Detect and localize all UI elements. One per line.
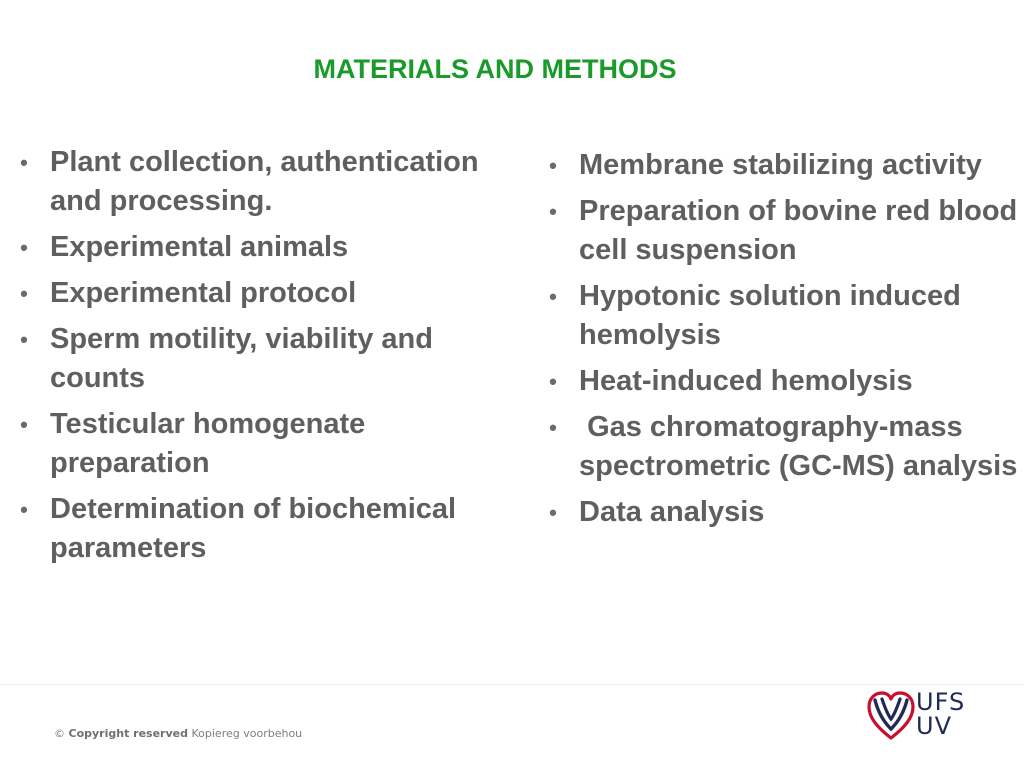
- bullet-icon: •: [549, 284, 557, 309]
- list-item-text: Determination of biochemical parameters: [50, 493, 457, 564]
- list-item-text: Data analysis: [579, 496, 765, 528]
- slide-title: MATERIALS AND METHODS: [313, 54, 677, 84]
- ufs-heart-logo-icon: [866, 688, 916, 744]
- bullet-icon: •: [20, 281, 28, 306]
- bullet-icon: •: [549, 199, 557, 224]
- list-item: [14, 490, 494, 568]
- list-item: [14, 228, 494, 267]
- list-item-text: Preparation of bovine red blood cell suspension: [579, 195, 1018, 266]
- left-bullet-list: [14, 143, 494, 575]
- list-item-text: Gas chromatography-mass spectrometric (GC-MS) analysis: [579, 411, 1018, 482]
- copyright-afrikaans: Kopiereg voorbehou: [191, 727, 303, 740]
- logo-line-uv: UV: [916, 712, 952, 740]
- bullet-icon: •: [20, 235, 28, 260]
- list-item-text: Plant collection, authentication and processing.: [50, 146, 479, 217]
- list-item-text: Heat-induced hemolysis: [579, 365, 913, 397]
- copyright-strong: Copyright reserved: [68, 727, 188, 740]
- list-item-text: Testicular homogenate preparation: [50, 408, 366, 479]
- bullet-icon: •: [549, 369, 557, 394]
- list-item-text: Experimental animals: [50, 231, 349, 263]
- list-item-text: Sperm motility, viability and counts: [50, 323, 433, 394]
- copyright-notice: [54, 727, 302, 740]
- list-item: [543, 493, 1021, 532]
- list-item-text: Experimental protocol: [50, 277, 357, 309]
- list-item: [543, 362, 1021, 401]
- list-item: [14, 143, 494, 221]
- bullet-icon: •: [549, 500, 557, 525]
- bullet-icon: •: [20, 497, 28, 522]
- copyright-symbol: ©: [54, 727, 65, 740]
- list-item: [543, 192, 1021, 270]
- bullet-icon: •: [20, 412, 28, 437]
- list-item: [14, 320, 494, 398]
- ufs-logo: [866, 688, 986, 744]
- list-item-text: Membrane stabilizing activity: [579, 149, 982, 181]
- bullet-icon: •: [20, 327, 28, 352]
- bullet-icon: •: [549, 415, 557, 440]
- list-item: [543, 408, 1021, 486]
- list-item: [543, 146, 1021, 185]
- bullet-icon: •: [549, 153, 557, 178]
- list-item-text: Hypotonic solution induced hemolysis: [579, 280, 961, 351]
- right-bullet-list: [543, 146, 1021, 539]
- list-item: [14, 274, 494, 313]
- logo-wordmark: [916, 690, 965, 738]
- list-item: [543, 277, 1021, 355]
- bullet-icon: •: [20, 150, 28, 175]
- logo-line-ufs: UFS: [916, 688, 966, 716]
- list-item: [14, 405, 494, 483]
